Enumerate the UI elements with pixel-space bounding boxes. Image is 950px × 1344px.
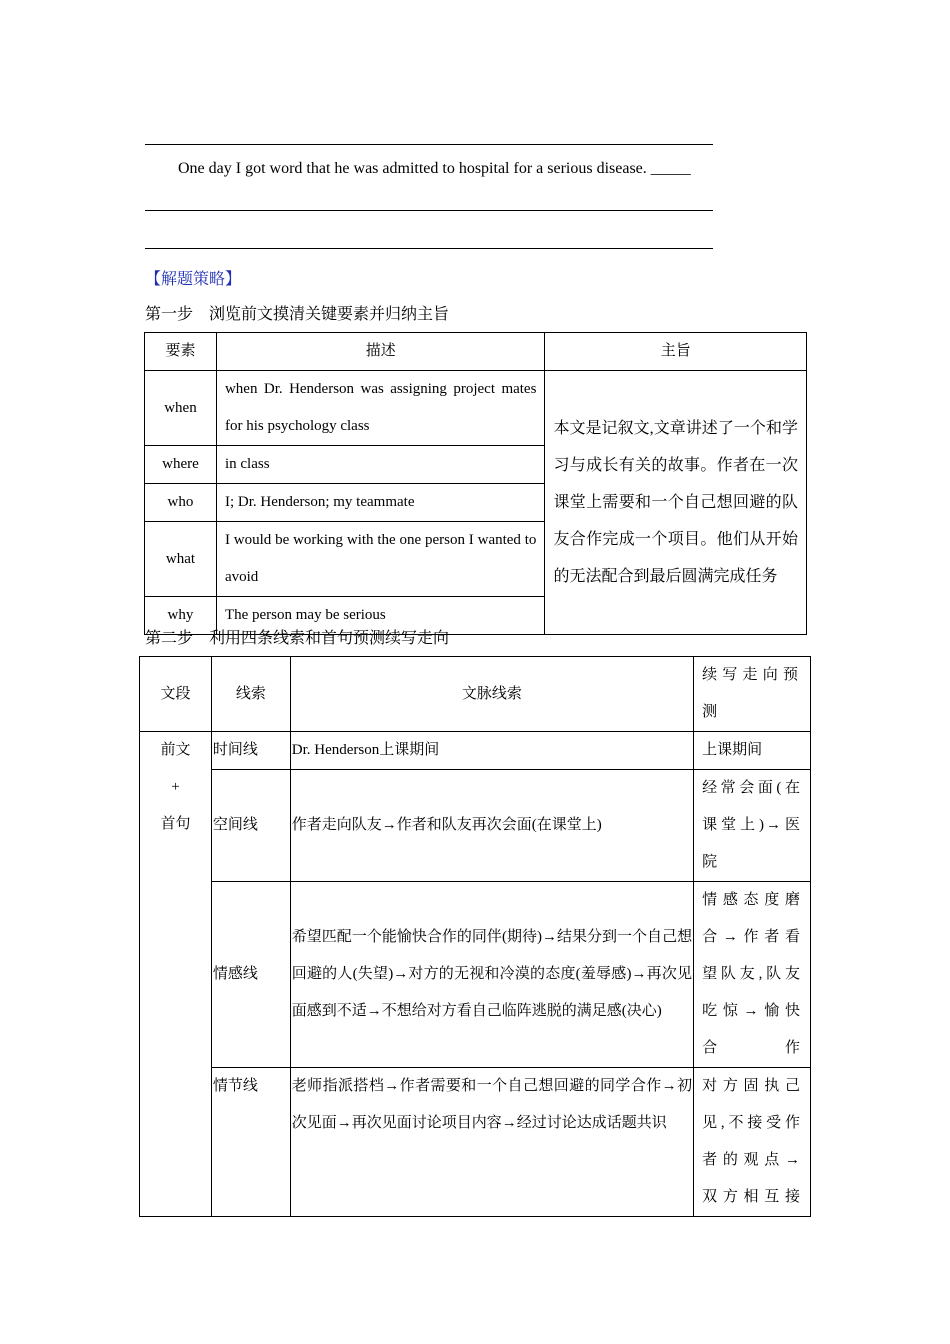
table-row xyxy=(140,1068,811,1217)
table-header-row xyxy=(145,333,807,371)
element-key: what xyxy=(145,522,217,597)
element-desc: when Dr. Henderson was assigning project mates for his psychology class xyxy=(216,371,544,446)
segment-line: 前文 xyxy=(160,742,191,758)
header-cell: 线索 xyxy=(211,657,290,732)
theme-summary: 本文是记叙文,文章讲述了一个和学习与成长有关的故事。作者在一次课堂上需要和一个自己想回避的队友合作完成一个项目。他们从开始的无法配合到最后圆满完成任务 xyxy=(545,371,807,635)
context-clue: 希望匹配一个能愉快合作的同伴(期待)→结果分到一个自己想回避的人(失望)→对方的无视和冷漠的态度(羞辱感)→再次见面感到不适→不想给对方看自己临阵逃脱的满足感(决心) xyxy=(290,882,693,1068)
context-clue: 老师指派搭档→作者需要和一个自己想回避的同学合作→初次见面→再次见面讨论项目内容→经过讨论达成话题共识 xyxy=(290,1068,693,1217)
segment-line: 首句 xyxy=(160,816,191,832)
segment-cell xyxy=(140,732,212,1217)
element-key: who xyxy=(145,484,217,522)
prompt-sentence: One day I got word that he was admitted to hospital for a serious disease. _____ xyxy=(178,160,691,177)
table-header-row xyxy=(140,657,811,732)
prediction: 上课期间 xyxy=(694,732,811,770)
context-clue: Dr. Henderson上课期间 xyxy=(290,732,693,770)
header-cell xyxy=(694,657,811,732)
header-cell: 文脉线索 xyxy=(290,657,693,732)
context-clue: 作者走向队友→作者和队友再次会面(在课堂上) xyxy=(290,770,693,882)
key-elements-table xyxy=(144,332,807,635)
step-two-title: 第二步 利用四条线索和首句预测续写走向 xyxy=(145,630,450,647)
element-desc: The person may be serious xyxy=(216,597,544,635)
segment-line: + xyxy=(171,779,180,795)
prediction: 对方固执己见,不接受作者的观点→双方相互接 xyxy=(694,1068,811,1217)
element-key: where xyxy=(145,446,217,484)
table-row xyxy=(140,770,811,882)
answer-line xyxy=(145,210,713,211)
clue-type: 空间线 xyxy=(211,770,290,882)
table-row xyxy=(145,371,807,446)
prediction: 经常会面(在课堂上)→医院 xyxy=(694,770,811,882)
table-row xyxy=(140,882,811,1068)
element-desc: I; Dr. Henderson; my teammate xyxy=(216,484,544,522)
strategy-heading: 【解题策略】 xyxy=(145,271,242,288)
header-cell: 描述 xyxy=(216,333,544,371)
clue-prediction-table xyxy=(139,656,811,1217)
element-desc: in class xyxy=(216,446,544,484)
clue-type: 时间线 xyxy=(211,732,290,770)
header-cell-text: 续写走向预测 xyxy=(702,667,802,720)
prediction: 情感态度磨合→作者看望队友,队友吃惊→愉快合作 xyxy=(694,882,811,1068)
clue-type: 情感线 xyxy=(211,882,290,1068)
header-cell: 要素 xyxy=(145,333,217,371)
header-cell: 文段 xyxy=(140,657,212,732)
element-key: why xyxy=(145,597,217,635)
answer-line xyxy=(145,248,713,249)
answer-line xyxy=(145,144,713,145)
step-one-title: 第一步 浏览前文摸清关键要素并归纳主旨 xyxy=(145,306,450,323)
element-desc: I would be working with the one person I wanted to avoid xyxy=(216,522,544,597)
table-row xyxy=(140,732,811,770)
element-key: when xyxy=(145,371,217,446)
header-cell: 主旨 xyxy=(545,333,807,371)
clue-type: 情节线 xyxy=(211,1068,290,1217)
